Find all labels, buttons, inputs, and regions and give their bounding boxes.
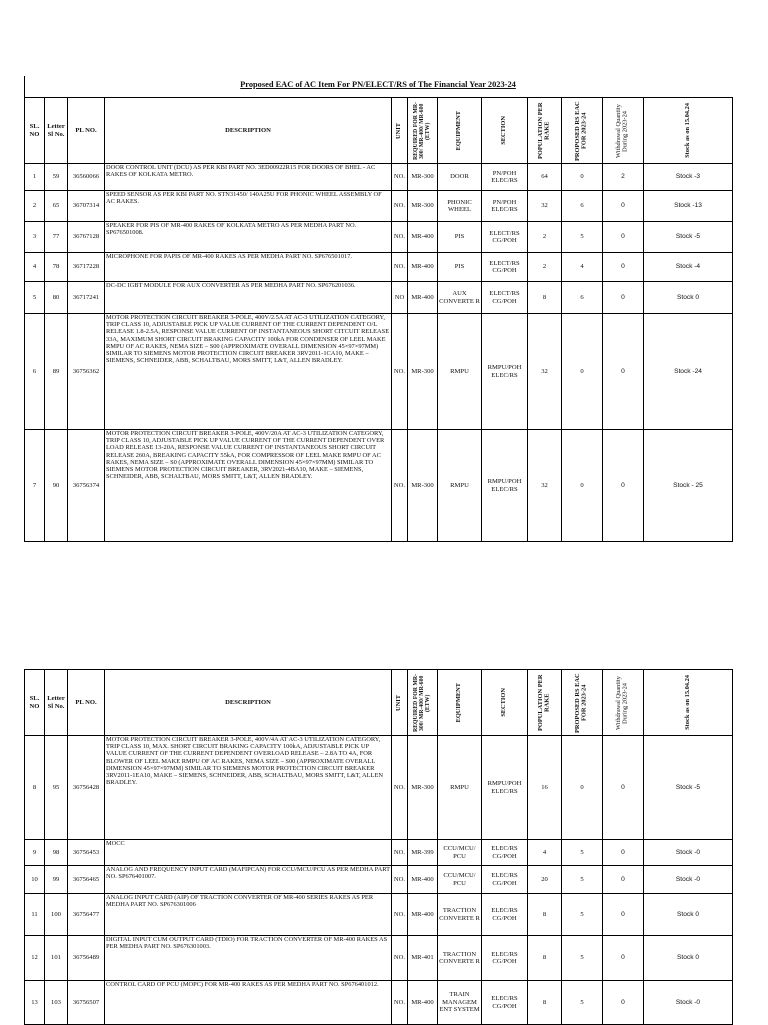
- cell-equipment: RMPU: [438, 736, 482, 840]
- header-proposed: [562, 98, 603, 164]
- cell-withdrawal: 0: [603, 191, 644, 222]
- header-section-label: SECTION: [500, 688, 508, 717]
- cell-population: 32: [528, 191, 562, 222]
- eac-table-2: [24, 669, 733, 1025]
- table-row: [25, 222, 733, 253]
- cell-description: MOTOR PROTECTION CIRCUIT BREAKER 3-POLE, 400V/2.5A AT AC-3 UTILIZATION CATEGORY, TRIP CLASS 10, ADJUSTABLE PICK UP VALUE CURRENT OF THE CURRENT DEPENDENT O/L RELEASE 1.8-2.5A, RESPONSE VALUE CURRENT OF INSTANTANEOUS SHORT CITCUIT RELEASE 33A, MAXIMUM SHORT CIRCUIT BRAKING CAPACITY 100kA FOR CONDENSER OF LEEL MAKE RMPU OF AC RAKES, NEMA SIZE – S00 (APPROXIMATE OVERALL DIMENSION 45×97×97MM) SIMILAR TO SIEMENS MOTOR PROTECTION CIRCUIT BREAKER 3RV2011-1CA10, MAKE – SIEMENS, SCHNEIDER, ABB, SCHALTBAU, MORS SMITT, L&T, ALLEN BRADLEY.: [105, 314, 392, 430]
- cell-required: MR-400: [408, 981, 438, 1025]
- table-header-row: [25, 670, 733, 736]
- header-equipment: [438, 98, 482, 164]
- header-unit: [392, 670, 408, 736]
- cell-withdrawal: 0: [603, 314, 644, 430]
- cell-population: 8: [528, 282, 562, 314]
- cell-proposed: 0: [562, 430, 603, 542]
- cell-stock: Stock -5: [644, 736, 733, 840]
- cell-section: ELEC/RS CG/POH: [482, 866, 528, 894]
- table-row: [25, 164, 733, 191]
- cell-stock: Stock -0: [644, 840, 733, 866]
- table-row: [25, 866, 733, 894]
- cell-equipment: RMPU: [438, 430, 482, 542]
- cell-description: ANALOG INPUT CARD (AIP) OF TRACTION CONVERTER OF MR-400 SERIES RAKES AS PER MEDHA PART NO. SP676301006: [105, 894, 392, 936]
- cell-proposed: 5: [562, 936, 603, 981]
- cell-unit: NO.: [392, 253, 408, 282]
- cell-unit: NO.: [392, 936, 408, 981]
- cell-description: MOCC: [105, 840, 392, 866]
- header-pl-no: PL NO.: [68, 670, 105, 736]
- cell-letter: 103: [45, 981, 68, 1025]
- cell-population: 32: [528, 430, 562, 542]
- cell-unit: NO.: [392, 736, 408, 840]
- document-title: Proposed EAC of AC Item For PN/ELECT/RS of The Financial Year 2023-24: [240, 80, 516, 89]
- cell-pl: 36756477: [68, 894, 105, 936]
- cell-unit: NO: [392, 282, 408, 314]
- cell-stock: Stock -0: [644, 866, 733, 894]
- cell-unit: NO.: [392, 866, 408, 894]
- table-row: [25, 191, 733, 222]
- header-withdrawal-label: Withdrawal Quantity During 2023-24: [615, 675, 629, 730]
- cell-required: MR-401: [408, 936, 438, 981]
- cell-population: 8: [528, 981, 562, 1025]
- header-population-label: POPULATION PER RAKE: [536, 102, 551, 159]
- cell-population: 2: [528, 253, 562, 282]
- cell-equipment: CCU/MCU/ PCU: [438, 866, 482, 894]
- cell-equipment: TRAIN MANAGEM ENT SYSTEM: [438, 981, 482, 1025]
- cell-letter: 99: [45, 866, 68, 894]
- cell-proposed: 5: [562, 894, 603, 936]
- cell-proposed: 5: [562, 840, 603, 866]
- cell-section: PN/POH ELEC/RS: [482, 191, 528, 222]
- cell-pl: 36756453: [68, 840, 105, 866]
- cell-section: PN/POH ELEC/RS: [482, 164, 528, 191]
- cell-required: MR-400: [408, 894, 438, 936]
- cell-withdrawal: 2: [603, 164, 644, 191]
- cell-section: ELEC/RS CG/POH: [482, 981, 528, 1025]
- cell-required: MR-400: [408, 222, 438, 253]
- header-letter-sl-no: Letter Sl No.: [45, 670, 68, 736]
- cell-sl: 9: [25, 840, 45, 866]
- header-section-label: SECTION: [500, 116, 508, 145]
- cell-pl: 36560066: [68, 164, 105, 191]
- cell-pl: 36717241: [68, 282, 105, 314]
- table-header-row: [25, 98, 733, 164]
- cell-unit: NO.: [392, 191, 408, 222]
- cell-withdrawal: 0: [603, 736, 644, 840]
- cell-population: 8: [528, 936, 562, 981]
- cell-required: MR-300: [408, 314, 438, 430]
- cell-pl: 36756362: [68, 314, 105, 430]
- header-population: [528, 98, 562, 164]
- header-withdrawal: [603, 98, 644, 164]
- cell-letter: 65: [45, 191, 68, 222]
- cell-stock: Stock -3: [644, 164, 733, 191]
- cell-description: DC-DC IGBT MODULE FOR AUX CONVERTER AS PER MEDHA PART NO. SP676201036.: [105, 282, 392, 314]
- cell-equipment: PIS: [438, 253, 482, 282]
- cell-sl: 1: [25, 164, 45, 191]
- cell-stock: Stock - 25: [644, 430, 733, 542]
- header-sl-no: SL. NO: [25, 98, 45, 164]
- cell-proposed: 5: [562, 981, 603, 1025]
- cell-required: MR-400: [408, 282, 438, 314]
- table-row: [25, 894, 733, 936]
- cell-withdrawal: 0: [603, 981, 644, 1025]
- header-required-for-label: REQUIRED FOR MR-300/ MR-400/ MR-600 (ETW): [413, 673, 432, 732]
- cell-sl: 5: [25, 282, 45, 314]
- cell-equipment: DOOR: [438, 164, 482, 191]
- cell-letter: 95: [45, 736, 68, 840]
- header-withdrawal-label: Withdrawal Quantity During 2023-24: [615, 103, 629, 158]
- cell-required: MR-400: [408, 866, 438, 894]
- cell-letter: 101: [45, 936, 68, 981]
- cell-withdrawal: 0: [603, 936, 644, 981]
- table-row: [25, 840, 733, 866]
- cell-sl: 2: [25, 191, 45, 222]
- table-row: [25, 253, 733, 282]
- cell-description: MOTOR PROTECTION CIRCUIT BREAKER 3-POLE, 400V/4A AT AC-3 UTILIZATION CATEGORY, TRIP CLASS 10, MAX. SHORT CIRCUIT BRAKING CAPACITY 100kA, ADJUSTABLE PICK UP VALUE CURRENT OF THE CURRENT DEPENDENT OVERLOAD RELEASE – 2.8A TO 4A, FOR BLOWER OF LEEL MAKE RMPU OF AC RAKES, NEMA SIZE – S00 (APPROXIMATE OVERALL DIMENSION 45×97×97MM) SIMILAR TO SIEMENS MOTOR PROTECTION CIRCUIT BREAKER 3RV2011-1EA10, MAKE – SIEMENS, SCHNEIDER, ABB, SCHALTBAU, MORS SMITT, L&T, ALLEN BRADLEY.: [105, 736, 392, 840]
- cell-proposed: 4: [562, 253, 603, 282]
- cell-population: 64: [528, 164, 562, 191]
- cell-proposed: 0: [562, 164, 603, 191]
- cell-population: 2: [528, 222, 562, 253]
- cell-proposed: 5: [562, 222, 603, 253]
- cell-withdrawal: 0: [603, 866, 644, 894]
- cell-population: 4: [528, 840, 562, 866]
- cell-withdrawal: 0: [603, 430, 644, 542]
- header-equipment: [438, 670, 482, 736]
- eac-table-1: [24, 97, 733, 542]
- cell-equipment: RMPU: [438, 314, 482, 430]
- cell-population: 16: [528, 736, 562, 840]
- cell-section: RMPU/POH ELEC/RS: [482, 736, 528, 840]
- cell-section: ELECT/RS CG/POH: [482, 253, 528, 282]
- cell-withdrawal: 0: [603, 894, 644, 936]
- cell-withdrawal: 0: [603, 840, 644, 866]
- header-stock-label: Stock as on 15.04.24: [683, 103, 691, 158]
- header-withdrawal: [603, 670, 644, 736]
- header-stock: [644, 670, 733, 736]
- header-proposed-label: PROPOSED RS EAC FOR 2023-24: [574, 672, 588, 733]
- cell-pl: 36756465: [68, 866, 105, 894]
- cell-letter: 80: [45, 282, 68, 314]
- table-row: [25, 282, 733, 314]
- cell-stock: Stock -0: [644, 981, 733, 1025]
- cell-letter: 77: [45, 222, 68, 253]
- header-required-for-label: REQUIRED FOR MR-300/ MR-400/ MR-600 (ETW): [413, 101, 432, 160]
- table-row: [25, 936, 733, 981]
- header-equipment-label: EQUIPMENT: [455, 682, 463, 723]
- cell-equipment: AUX CONVERTE R: [438, 282, 482, 314]
- cell-required: MR-300: [408, 191, 438, 222]
- cell-unit: NO.: [392, 894, 408, 936]
- header-required-for: [408, 670, 438, 736]
- cell-unit: NO.: [392, 164, 408, 191]
- cell-required: MR-300: [408, 736, 438, 840]
- cell-sl: 4: [25, 253, 45, 282]
- cell-description: SPEED SENSOR AS PER KBI PART NO. STN31450/ 140A25U FOR PHONIC WHEEL ASSEMBLY OF AC RAKES.: [105, 191, 392, 222]
- cell-stock: Stock -5: [644, 222, 733, 253]
- header-section: [482, 98, 528, 164]
- cell-withdrawal: 0: [603, 253, 644, 282]
- cell-description: ANALOG AND FREQUENCY INPUT CARD (MAFIPCAN) FOR CCU/MCU/PCU AS PER MEDHA PART NO. SP676401007.: [105, 866, 392, 894]
- cell-section: ELEC/RS CG/POH: [482, 894, 528, 936]
- cell-sl: 8: [25, 736, 45, 840]
- table-row: [25, 981, 733, 1025]
- header-section: [482, 670, 528, 736]
- cell-section: ELEC/RS CG/POH: [482, 936, 528, 981]
- cell-sl: 12: [25, 936, 45, 981]
- cell-pl: 36756374: [68, 430, 105, 542]
- cell-section: ELECT/RS CG/POH: [482, 282, 528, 314]
- cell-proposed: 6: [562, 191, 603, 222]
- cell-stock: Stock 0: [644, 894, 733, 936]
- header-population: [528, 670, 562, 736]
- cell-proposed: 0: [562, 736, 603, 840]
- cell-description: MOTOR PROTECTION CIRCUIT BREAKER 3-POLE, 400V/20A AT AC-3 UTILIZATION CATEGORY, TRIP CLASS 10, ADJUSTABLE PICK UP VALUE CURRENT OF THE CURRENT DEPENDENT OVER LOAD RELEASE 13-20A, RESPONSE VALUE CURRENT OF INSTANTANEOUS SHORT CIRCUIT RELEASE 260A, BREAKING CAPACITY 55kA, FOR COMPRESSOR OF LEEL MAKE RMPU OF AC RAKES, NEMA SIZE – S0 (APPROXIMATE OVERALL DIMENSION 45×97×97MM) SIMILAR TO SIEMENS MOTOR PROTECTION CIRCUIT BREAKER, 3RV2021-4BA10, MAKE – SIEMENS, SCHNEIDER, ABB, SCHALTBAU, MORS SMITT, L&T, ALLEN BRADLEY.: [105, 430, 392, 542]
- header-unit: [392, 98, 408, 164]
- cell-description: DOOR CONTROL UNIT (DCU) AS PER KBI PART NO. 3ED00922R15 FOR DOORS OF BHEL - AC RAKES OF KOLKATA METRO.: [105, 164, 392, 191]
- cell-sl: 3: [25, 222, 45, 253]
- header-required-for: [408, 98, 438, 164]
- cell-stock: Stock -24: [644, 314, 733, 430]
- cell-equipment: CCU/MCU/ PCU: [438, 840, 482, 866]
- cell-equipment: TRACTION CONVERTE R: [438, 894, 482, 936]
- cell-unit: NO.: [392, 981, 408, 1025]
- cell-population: 8: [528, 894, 562, 936]
- cell-population: 20: [528, 866, 562, 894]
- cell-section: ELECT/RS CG/POH: [482, 222, 528, 253]
- cell-letter: 89: [45, 314, 68, 430]
- cell-letter: 78: [45, 253, 68, 282]
- header-letter-sl-no: Letter Sl No.: [45, 98, 68, 164]
- cell-letter: 59: [45, 164, 68, 191]
- cell-section: RMPU/POH ELEC/RS: [482, 430, 528, 542]
- cell-proposed: 6: [562, 282, 603, 314]
- cell-pl: 36756507: [68, 981, 105, 1025]
- cell-withdrawal: 0: [603, 222, 644, 253]
- header-pl-no: PL NO.: [68, 98, 105, 164]
- cell-pl: 36756428: [68, 736, 105, 840]
- cell-letter: 98: [45, 840, 68, 866]
- cell-equipment: PHONIC WHEEL: [438, 191, 482, 222]
- cell-section: ELEC/RS CG/POH: [482, 840, 528, 866]
- cell-proposed: 0: [562, 314, 603, 430]
- header-proposed-label: PROPOSED RS EAC FOR 2023-24: [574, 100, 588, 161]
- header-proposed: [562, 670, 603, 736]
- cell-withdrawal: 0: [603, 282, 644, 314]
- cell-required: MR-300: [408, 430, 438, 542]
- header-sl-no: SL. NO: [25, 670, 45, 736]
- cell-required: MR-300: [408, 164, 438, 191]
- cell-pl: 36756489: [68, 936, 105, 981]
- table-row: [25, 314, 733, 430]
- cell-description: CONTROL CARD OF PCU (MOPC) FOR MR-400 RAKES AS PER MEDHA PART NO. SP676401012.: [105, 981, 392, 1025]
- cell-required: MR-400: [408, 253, 438, 282]
- cell-sl: 10: [25, 866, 45, 894]
- cell-sl: 6: [25, 314, 45, 430]
- cell-sl: 11: [25, 894, 45, 936]
- cell-unit: NO.: [392, 222, 408, 253]
- header-population-label: POPULATION PER RAKE: [536, 674, 551, 731]
- cell-stock: Stock 0: [644, 936, 733, 981]
- cell-equipment: PIS: [438, 222, 482, 253]
- cell-description: MICROPHONE FOR PAPIS OF MR-400 RAKES AS PER MEDHA PART NO. SP676501017.: [105, 253, 392, 282]
- cell-description: SPEAKER FOR PIS OF MR-400 RAKES OF KOLKATA METRO AS PER MEDHA PART NO. SP676501008.: [105, 222, 392, 253]
- cell-unit: NO.: [392, 430, 408, 542]
- header-stock: [644, 98, 733, 164]
- cell-pl: 36767128: [68, 222, 105, 253]
- cell-letter: 100: [45, 894, 68, 936]
- header-unit-label: UNIT: [395, 122, 403, 139]
- cell-unit: NO.: [392, 840, 408, 866]
- cell-stock: Stock 0: [644, 282, 733, 314]
- table-row: [25, 736, 733, 840]
- header-stock-label: Stock as on 15.04.24: [683, 675, 691, 730]
- cell-stock: Stock -13: [644, 191, 733, 222]
- cell-pl: 36717228: [68, 253, 105, 282]
- cell-description: DIGITAL INPUT CUM OUTPUT CARD (TDIO) FOR TRACTION CONVERTER OF MR-400 RAKES AS PER MEDHA PART NO. SP676301003.: [105, 936, 392, 981]
- cell-section: RMPU/POH ELEC/RS: [482, 314, 528, 430]
- cell-proposed: 5: [562, 866, 603, 894]
- cell-population: 32: [528, 314, 562, 430]
- header-description: DESCRIPTION: [105, 98, 392, 164]
- table-row: [25, 430, 733, 542]
- header-description: DESCRIPTION: [105, 670, 392, 736]
- cell-stock: Stock -4: [644, 253, 733, 282]
- cell-sl: 13: [25, 981, 45, 1025]
- cell-letter: 90: [45, 430, 68, 542]
- cell-sl: 7: [25, 430, 45, 542]
- cell-required: MR-399: [408, 840, 438, 866]
- cell-unit: NO.: [392, 314, 408, 430]
- cell-pl: 36707314: [68, 191, 105, 222]
- cell-equipment: TRACTION CONVERTE R: [438, 936, 482, 981]
- header-unit-label: UNIT: [395, 694, 403, 711]
- header-equipment-label: EQUIPMENT: [455, 110, 463, 151]
